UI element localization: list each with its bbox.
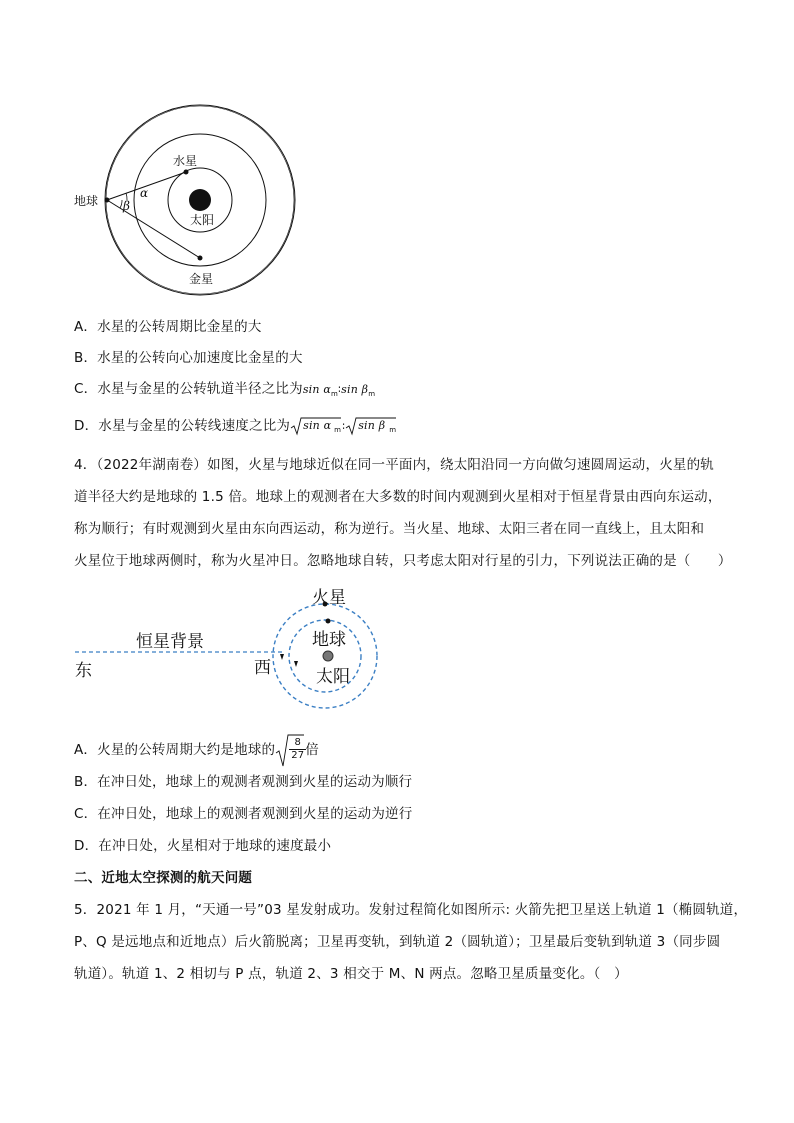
beta-arc xyxy=(120,200,122,208)
q4-option-a-fraction xyxy=(289,737,306,762)
q4-option-a xyxy=(74,733,319,767)
earth-direction-arrow xyxy=(294,661,298,667)
q4-line-1: 4．（2022年湖南卷）如图，火星与地球近似在同一平面内，绕太阳沿同一方向做匀速圆周运动，火星的轨 xyxy=(74,457,714,473)
west-label: 西 xyxy=(254,658,271,678)
q3-option-c xyxy=(74,377,375,398)
q3-option-d xyxy=(74,414,397,436)
sun-label-2: 太阳 xyxy=(316,667,350,687)
q4-option-a-den: 27 xyxy=(291,750,305,761)
q4-option-a-text: A．火星的公转周期大约是地球的 xyxy=(74,742,276,758)
q4-option-d: D．在冲日处，火星相对于地球的速度最小 xyxy=(74,838,332,854)
mars-direction-arrow xyxy=(280,654,284,660)
q3-option-d-sin-alpha: sin α xyxy=(303,419,332,432)
q3-option-c-sin-alpha: sin α xyxy=(302,383,332,396)
q3-option-d-ratio: ∶ xyxy=(342,420,346,433)
q3-option-d-text: D．水星与金星的公转线速度之比为 xyxy=(74,418,291,434)
q3-option-b: B．水星的公转向心加速度比金星的大 xyxy=(74,350,303,366)
q3-option-c-text: C．水星与金星的公转轨道半径之比为 xyxy=(74,381,303,397)
sun-label: 太阳 xyxy=(190,213,215,227)
q5-line-2: P、Q 是远地点和近地点）后火箭脱离；卫星再变轨，到轨道 2（圆轨道）；卫星最后变轨到轨道 3（同步圆 xyxy=(74,934,721,950)
earth-dot xyxy=(105,198,110,203)
q3-option-c-sub1: m xyxy=(331,390,339,398)
q4-option-a-suffix: 倍 xyxy=(305,742,319,758)
earth-label: 地球 xyxy=(74,194,99,208)
q4-line-3: 称为顺行；有时观测到火星由东向西运动，称为逆行。当火星、地球、太阳三者在同一直线上，且太阳和 xyxy=(74,521,705,537)
earth-dot-2 xyxy=(326,619,331,624)
q5-line-3: 轨道）。轨道 1、2 相切与 P 点，轨道 2、3 相交于 M、N 两点。忽略卫星质量变化。（ ） xyxy=(74,966,628,982)
q3-option-d-sub2: m xyxy=(389,426,397,434)
sun-ball xyxy=(323,651,333,661)
q4-option-a-num: 8 xyxy=(289,737,306,750)
q3-option-d-sqrt1 xyxy=(290,416,342,436)
east-label: 东 xyxy=(75,661,92,681)
q5-line-1: 5．2021 年 1 月，“天通一号”03 星发射成功。发射过程简化如图所示: 火箭先把卫星送上轨道 1（椭圆轨道， xyxy=(74,902,748,918)
q4-line-2: 道半径大约是地球的 1.5 倍。地球上的观测者在大多数的时间内观测到火星相对于恒星背景由西向东运动， xyxy=(74,489,722,505)
beta-symbol: β xyxy=(123,199,130,213)
q4-line-4: 火星位于地球两侧时，称为火星冲日。忽略地球自转，只考虑太阳对行星的引力，下列说法正确的是（ ） xyxy=(74,553,732,569)
mercury-label: 水星 xyxy=(173,154,198,168)
alpha-symbol: α xyxy=(140,186,149,200)
mercury-dot xyxy=(184,170,189,175)
star-background-label: 恒星背景 xyxy=(136,632,204,652)
mars-label: 火星 xyxy=(312,588,346,608)
q4-option-a-sqrt xyxy=(275,733,305,767)
q3-option-c-sub2: m xyxy=(368,390,376,398)
q4-option-c: C．在冲日处，地球上的观测者观测到火星的运动为逆行 xyxy=(74,806,413,822)
q3-option-c-sin-beta: sin β xyxy=(341,383,369,396)
venus-dot xyxy=(198,256,203,261)
sun-disk xyxy=(189,189,211,211)
q4-option-b: B．在冲日处，地球上的观测者观测到火星的运动为顺行 xyxy=(74,774,413,790)
q3-option-c-ratio: ∶ xyxy=(338,383,342,396)
q3-option-d-sqrt2 xyxy=(345,416,397,436)
q3-option-a: A．水星的公转周期比金星的大 xyxy=(74,319,262,335)
section-heading: 二、近地太空探测的航天问题 xyxy=(74,870,253,886)
earth-label-2: 地球 xyxy=(312,630,346,650)
q3-option-d-sub1: m xyxy=(334,426,342,434)
mars-opposition-diagram xyxy=(70,580,400,715)
venus-label: 金星 xyxy=(189,272,214,286)
q3-option-d-sin-beta: sin β xyxy=(358,419,386,432)
